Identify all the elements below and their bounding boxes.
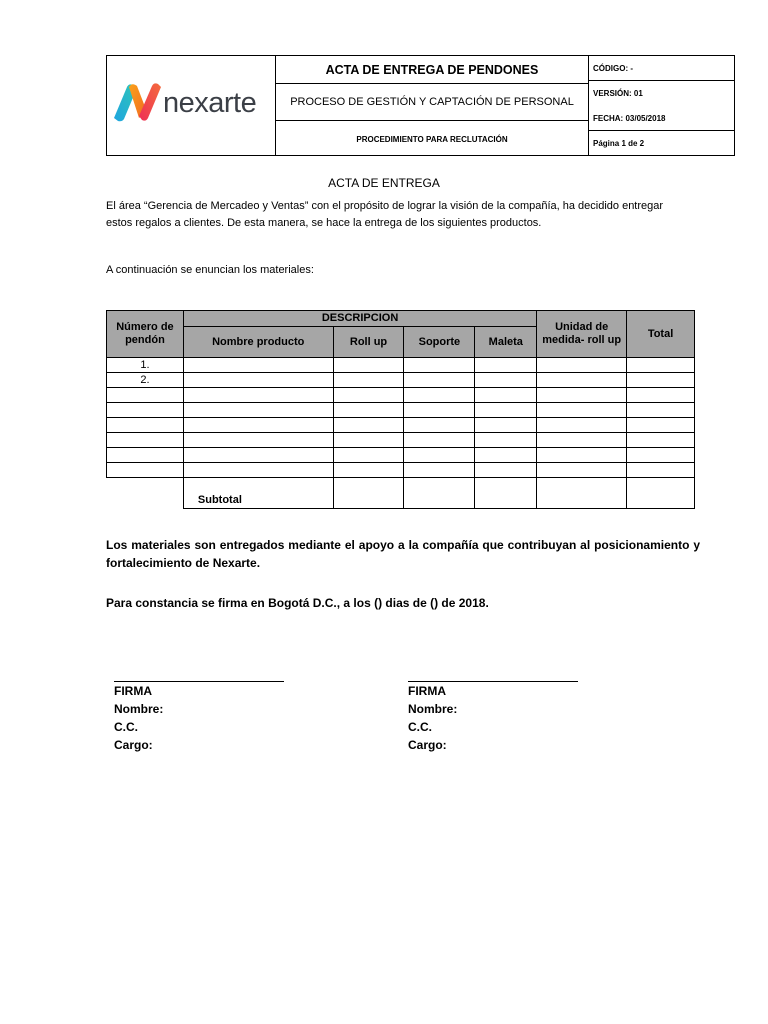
subtotal-label: Subtotal [183, 478, 333, 509]
table-row [107, 373, 695, 388]
document-title: ACTA DE ENTREGA DE PENDONES [276, 56, 588, 84]
code-label: CÓDIGO: - [589, 56, 734, 81]
row-number [107, 463, 184, 478]
row-number [107, 403, 184, 418]
materials-intro: A continuación se enuncian los materiales: [106, 264, 314, 276]
procedure-name: PROCEDIMIENTO PARA RECLUTACIÓN [356, 134, 508, 144]
signature-block-left [114, 682, 163, 754]
nombre-label: Nombre: [408, 702, 458, 716]
header-descripcion: DESCRIPCION [183, 311, 536, 327]
logo-wordmark: nexarte [163, 87, 257, 119]
header-nombre-producto: Nombre producto [183, 327, 333, 358]
cargo-label: Cargo: [114, 738, 153, 752]
table-row [107, 433, 695, 448]
row-number: 2. [107, 373, 184, 388]
signature-block-right [408, 682, 457, 754]
intro-paragraph [106, 198, 663, 232]
header-total: Total [627, 311, 695, 358]
nombre-label: Nombre: [114, 702, 164, 716]
closing-line: fortalecimiento de Nexarte. [106, 556, 261, 570]
constancia-text: Para constancia se firma en Bogotá D.C., a los () dias de () de 2018. [106, 596, 489, 610]
intro-line: El área “Gerencia de Mercadeo y Ventas” con el propósito de lograr la visión de la compañía, ha decidido entregar [106, 200, 664, 212]
closing-line: Los materiales son entregados mediante el apoyo a la compañía que contribuyan al posicionamiento y [106, 538, 700, 552]
row-number [107, 388, 184, 403]
nexarte-logo-icon [111, 82, 163, 122]
cc-label: C.C. [114, 720, 138, 734]
header-numero: Número de pendón [107, 311, 184, 358]
row-number [107, 418, 184, 433]
header-maleta: Maleta [475, 327, 537, 358]
header-soporte: Soporte [404, 327, 475, 358]
document-header [106, 55, 735, 156]
row-number [107, 433, 184, 448]
table-row [107, 418, 695, 433]
intro-line: estos regalos a clientes. De esta manera, se hace la entrega de los siguientes productos. [106, 217, 542, 229]
closing-paragraph [106, 536, 700, 572]
process-name: PROCESO DE GESTIÓN Y CAPTACIÓN DE PERSONAL [276, 84, 588, 121]
header-unidad: Unidad de medida- roll up [537, 311, 627, 358]
header-roll-up: Roll up [333, 327, 404, 358]
row-number: 1. [107, 358, 184, 373]
table-row [107, 388, 695, 403]
table-row [107, 403, 695, 418]
cargo-label: Cargo: [408, 738, 447, 752]
header-metadata [589, 56, 734, 155]
firma-label: FIRMA [408, 684, 446, 698]
table-row [107, 448, 695, 463]
materials-table [106, 310, 695, 509]
subtotal-row [107, 478, 695, 509]
firma-label: FIRMA [114, 684, 152, 698]
logo-cell [107, 56, 276, 155]
version-label: VERSIÓN: 01 [593, 89, 643, 98]
cc-label: C.C. [408, 720, 432, 734]
page-number: Página 1 de 2 [593, 139, 645, 148]
section-title: ACTA DE ENTREGA [328, 176, 440, 190]
table-row [107, 358, 695, 373]
table-row [107, 463, 695, 478]
row-number [107, 448, 184, 463]
date-label: FECHA: 03/05/2018 [589, 106, 734, 131]
header-center [276, 56, 589, 155]
